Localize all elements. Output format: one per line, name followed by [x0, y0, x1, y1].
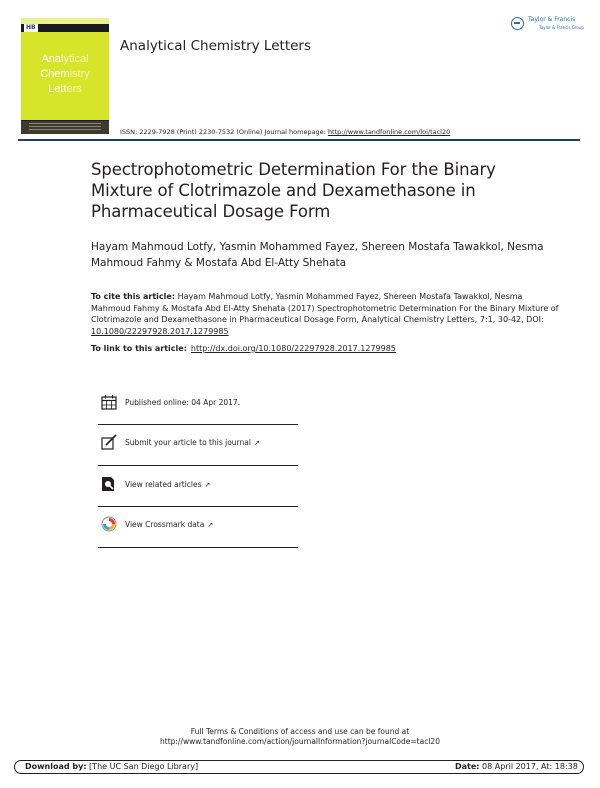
external-link-icon: ↗ [204, 481, 211, 489]
cover-title: Analytical Chemistry Letters [40, 53, 90, 95]
publisher-name: Taylor & Francis [528, 16, 576, 23]
calendar-icon [101, 394, 117, 410]
download-info-bar [14, 760, 584, 774]
header-rule [18, 139, 580, 141]
publisher-logo [511, 16, 584, 36]
external-link-icon: ↗ [253, 439, 260, 447]
meta-divider [98, 506, 298, 507]
meta-divider [98, 424, 298, 425]
external-link-icon: ↗ [207, 521, 214, 529]
crossmark-icon [101, 516, 117, 532]
edit-icon [101, 434, 117, 450]
citation-text: Hayam Mahmoud Lotfy, Yasmin Mohammed Fayez, Shereen Mostafa Tawakkol, Nesma Mahmoud Fahmy & Mostafa Abd El-Atty Shehata (2017) Spectrophotometric Determination For the Binary Mixture of Clotrimazole and Dexamethasone in Pharmaceutical Dosage Form, Analytical Chemistry Letters, 7:1, 30-42, DOI: [91, 292, 559, 324]
terms-url[interactable]: http://www.tandfonline.com/action/journalInformation?journalCode=tacl20 [160, 737, 440, 746]
doi-link[interactable]: 10.1080/22297928.2017.1279985 [91, 326, 229, 336]
issn-line: ISSN: 2229-7928 (Print) 2230-7532 (Online) Journal homepage: http://www.tandfonline.com/loi/tacl20 [120, 128, 451, 136]
citation-block [91, 291, 561, 337]
meta-divider [98, 465, 298, 466]
meta-divider [98, 547, 298, 548]
cover-logo: HB [26, 24, 36, 31]
crossmark-link[interactable]: View Crossmark data ↗ [98, 516, 298, 536]
journal-homepage-link[interactable]: http://www.tandfonline.com/loi/tacl20 [327, 128, 451, 136]
article-link-label: To link to this article: [91, 344, 187, 353]
journal-name: Analytical Chemistry Letters [120, 38, 311, 54]
article-link-line [91, 344, 396, 353]
submit-article-link[interactable]: Submit your article to this journal ↗ [98, 434, 298, 454]
citation-label: To cite this article: [91, 292, 176, 301]
search-document-icon [101, 476, 117, 492]
publisher-group: Taylor & Francis Group [539, 25, 584, 30]
article-link-url[interactable]: http://dx.doi.org/10.1080/22297928.2017.1279985 [190, 344, 396, 353]
published-online: Published online: 04 Apr 2017. [98, 394, 298, 414]
download-date: Date: 08 April 2017, At: 18:38 [455, 762, 578, 771]
related-articles-link[interactable]: View related articles ↗ [98, 476, 298, 496]
article-title: Spectrophotometric Determination For the Binary Mixture of Clotrimazole and Dexamethasone in Pharmaceutical Dosage Form [91, 160, 496, 221]
downloaded-by: Download by: [The UC San Diego Library] [25, 762, 199, 771]
article-authors: Hayam Mahmoud Lotfy, Yasmin Mohammed Fayez, Shereen Mostafa Tawakkol, Nesma Mahmoud Fahmy & Mostafa Abd El-Atty Shehata [91, 241, 544, 269]
terms-line: Full Terms & Conditions of access and use can be found at [190, 727, 410, 736]
journal-cover [21, 18, 109, 134]
cover-footer-band [21, 121, 109, 134]
terms-notice [0, 727, 600, 747]
publisher-logo-icon [511, 17, 524, 30]
